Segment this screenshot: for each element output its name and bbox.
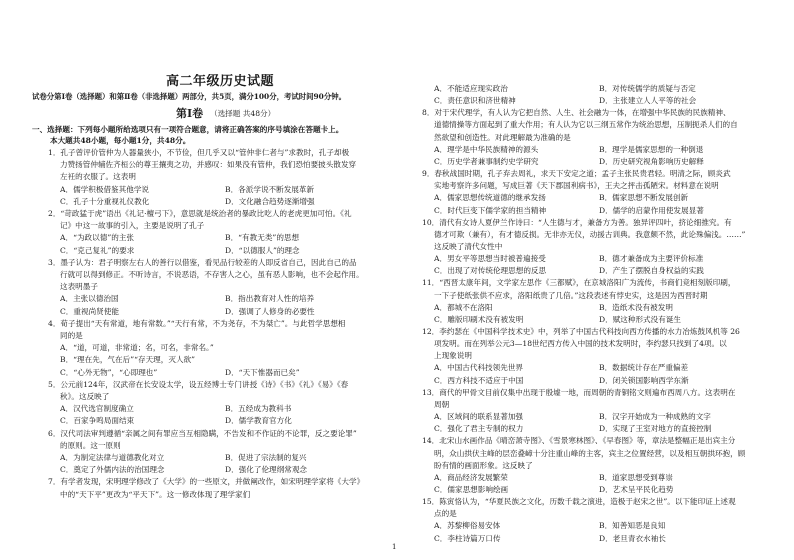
answer-option: A．汉代选官制度确立 — [60, 404, 134, 414]
question-text-line: 然欲望和创造性。对此理解最为准确的是 — [434, 132, 571, 142]
answer-option: B．对传统儒学的质疑与否定 — [599, 84, 696, 93]
answer-option: A．苏黎柳俗易安体 — [434, 521, 501, 531]
answer-option: D．儒学教育官方化 — [225, 416, 292, 426]
answer-option: A．理学是中华民族精神的源头 — [434, 144, 539, 154]
question-text-line: 这反映了清代女性中 — [434, 241, 503, 251]
answer-option: D．历史研究视角影响历史解释 — [599, 156, 704, 166]
answer-option: B．指出教育对人性的培养 — [225, 294, 315, 304]
answer-option: A．不能适应现实政治 — [434, 84, 508, 93]
answer-option: B．“理在先，气在后”“存天理，灭人欲” — [60, 355, 196, 365]
question-text-line: 的原则。这一原则 — [60, 440, 121, 450]
answer-option: B．“有教无类”的思想 — [225, 233, 300, 243]
question-stem: 8．对于宋代理学，有人认为它把自然、人生、社会融为一体，在增强中华民族的民族精神、 — [422, 108, 731, 118]
answer-option: A．区域间的联系显著加强 — [434, 412, 524, 422]
question-text-line: 盼有情的画面形象。这反映了 — [434, 460, 533, 470]
exam-intro: 试卷分第Ⅰ卷（选择题）和第Ⅱ卷（非选择题）两部分，共5页，满分100分，考试时间90分钟。 — [32, 92, 346, 101]
question-text-line: 行就可以得到修正。不听诗言，不说恶语，不存害人之心，虽有恶人影响，也不会起作用。 — [60, 270, 364, 279]
question-stem: 10．清代有女诗人夏伊兰作诗曰：“人生德与才，兼备方为善。独异评四叶，挤论细推究。有 — [422, 217, 732, 227]
question-stem: 5．公元前124年，汉武帝在长安设太学，设五经博士专门讲授《诗》《书》《礼》《易》《春 — [48, 379, 349, 389]
answer-option: B．德才兼备成为主要评价标准 — [599, 254, 704, 264]
answer-option: C．重视尚贤使能 — [60, 306, 119, 316]
question-text-line: 一下子使纸张供不应求，洛阳纸贵了几倍。”这段表述有悖史实，这是因为西晋时期 — [434, 290, 708, 300]
question-text-line: 力赞扬管仲辅佐齐桓公的尊王攘夷之功，并感叹：如果没有管仲，我们恐怕要披头散发穿 — [60, 160, 357, 170]
answer-option: A．男女平等思想当时被普遍接受 — [434, 254, 546, 264]
answer-option: D．“以德服人”的理念 — [225, 245, 300, 255]
answer-option: C．西方科技不适应于中国 — [434, 375, 524, 385]
answer-option: A．“为政以德”的主张 — [60, 233, 134, 243]
question-text-line: 上现象说明 — [434, 351, 472, 361]
answer-option: D．强调了人修身的必要性 — [225, 306, 315, 316]
exam-title: 高二年级历史试题 — [166, 74, 275, 89]
answer-option: C．李柱诗篇万口传 — [434, 533, 501, 543]
question-stem: 14．北宋山水画作品《晴峦萧寺图》、《雪景寒林图》、《早春图》等，章法是整幅正是出宾主分 — [422, 436, 736, 446]
question-stem: 7．有学者发现，宋明理学修改了《大学》的一些原文，并做阐改作，如宋明理学家将《大学》 — [48, 477, 365, 487]
answer-option: B．理学是儒家思想的一种倒退 — [599, 144, 704, 154]
question-text-line: 实地考察许多问题，写成巨著《天下郡国利病书》，王夫之抨击孤陋宋。材料意在说明 — [434, 181, 719, 191]
answer-option: A．商品经济发展繁荣 — [434, 472, 508, 482]
answer-option: B．数据统计存在严重偏差 — [599, 363, 689, 373]
answer-option: B．道家思想受到尊崇 — [599, 472, 673, 482]
question-text-line: 周朝 — [434, 399, 450, 409]
answer-option: A．为制定法律与道德教化对立 — [60, 453, 165, 462]
instruction-line-2: 本大题共48小题，每小题1分，共48分。 — [50, 136, 191, 145]
answer-option: C．历史学者兼事制约史学研究 — [434, 156, 539, 166]
answer-option: D．“天下惟器而已矣” — [225, 367, 300, 377]
answer-option: A．中国古代科技领先世界 — [434, 363, 524, 373]
answer-option: C．“心外无物”，“心即理也” — [60, 367, 158, 377]
answer-option: D．文化融合趋势逐渐增强 — [225, 196, 315, 206]
answer-option: A．儒家思想传统道德的继承发扬 — [434, 193, 546, 203]
question-stem: 12．李约瑟在《中国科学技术史》中，列举了中国古代科技向西方传播的水力冶炼鼓风机等 26 — [422, 327, 740, 336]
answer-option: C．孔子十分重视礼仪教化 — [60, 196, 150, 206]
answer-option: A．儒学积极借鉴其他学说 — [60, 184, 150, 194]
answer-option: B．各派学说不断发展革新 — [225, 184, 315, 194]
answer-option: D．闭关锁国影响西学东渐 — [599, 375, 689, 385]
question-stem: 1．孔子曾评价管仲为人器量狭小，不节俭，但几乎又以“管仲非仁者与”求教时，孔子却极 — [48, 148, 350, 157]
answer-option: D．强化了伦理纲常观念 — [225, 465, 308, 475]
answer-option: B．儒家思想不断发展创新 — [599, 193, 689, 203]
section-note: （选择题 共48分） — [210, 109, 276, 118]
answer-option: C．出现了对传统伦理思想的反思 — [434, 266, 547, 276]
answer-option: C．奠定了外儒内法的治国理念 — [60, 465, 165, 475]
answer-option: D．老旦青衣水袖长 — [599, 533, 666, 543]
question-stem: 11．“西晋太康年间，文学家左思作《三都赋》，在京城洛阳广为流传，书商们竞相刻版印刷， — [422, 278, 736, 288]
question-stem: 13．商代的甲骨文目前仅集中出现于殷墟一地，而周朝的青铜铭文则遍布西周八方。这表明在 — [422, 387, 736, 397]
answer-option: B．五经成为教科书 — [225, 404, 292, 414]
answer-option: B．知善知恶是良知 — [599, 521, 666, 531]
question-text-line: 明，众山拱伏主峰的层峦叠嶂十分注重山峰的主客，宾主之位置经营，以及相互朝拱环抱，顾 — [434, 448, 746, 458]
answer-option: D．实现了王室对地方的直接控制 — [599, 424, 712, 434]
answer-option: C．百家争鸣局面结束 — [60, 416, 135, 426]
answer-option: B．汉字开始成为一种成熟的文字 — [599, 412, 711, 422]
question-text-line: 同的是 — [60, 331, 83, 340]
question-text-line: 左衽的衣服了。这表明 — [60, 172, 136, 182]
answer-option: C．“克己复礼”的要求 — [60, 245, 135, 255]
answer-option: D．赋这种形式没有诞生 — [599, 314, 682, 324]
answer-option: C．责任意识和济世精神 — [434, 96, 516, 106]
question-stem: 3．墨子认为：君子明察左右人的善行以借鉴，看见品行较差的人即反省自己，因此自己的品 — [48, 257, 357, 267]
page-number: 1 — [392, 543, 397, 551]
answer-option: D．艺术呈平民化趋势 — [599, 484, 674, 494]
answer-option: A．主张以德治国 — [60, 294, 119, 304]
answer-option: D．产生了摆脱自身权益的实践 — [599, 266, 704, 276]
question-stem: 9．春秋战国时期，孔子弃去周礼，求天下安定之道；孟子主张民贵君轻。明清之际，顾炎武 — [422, 169, 731, 179]
question-stem: 15．陈寅恪认为，“华夏民族之文化，历数千载之演进，造极于赵宋之世”。以下能印证上述观 — [422, 497, 736, 507]
question-stem: 6．汉代司法审判遵循“亲属之间有罪应当互相隐瞒，不告发和不作证的不论罪，反之要论罪” — [48, 428, 357, 438]
answer-option: D．儒学的启蒙作用使发展显著 — [599, 205, 704, 215]
answer-option: C．时代巨变下儒学家的担当精神 — [434, 205, 547, 215]
answer-option: C．强化了君主专制的权力 — [434, 424, 524, 434]
section-title: 第Ⅰ卷 — [176, 107, 204, 120]
question-text-line: 道德情操等方面起到了重大作用；有人认为它以三纲五常作为统治思想，压制扼杀人们的自 — [434, 120, 738, 130]
question-text-line: 这表明墨子 — [60, 282, 98, 292]
question-stem: 2．“苛政猛于虎”语出《礼记·檀弓下》，意思就是统治者的暴政比吃人的老虎更加可怕。《礼 — [48, 209, 352, 218]
answer-option: B．造纸术没有被发明 — [599, 302, 673, 312]
answer-option: D．主张建立人人平等的社会 — [599, 96, 697, 106]
answer-option: A．“道，可道，非常道；名，可名，非常名。” — [60, 343, 214, 353]
question-stem: 4．荀子提出“天有常道，地有常数。”“天行有常，不为尧存，不为桀亡”。与此哲学思想相 — [48, 318, 346, 328]
answer-option: A．都城不在洛阳 — [434, 302, 493, 312]
question-text-line: 项发明。而在列举公元3—18世纪西方传入中国的技术发明时，李约瑟只找到了4项。以 — [434, 339, 727, 349]
answer-option: B．促进了宗法制的复兴 — [225, 453, 307, 462]
answer-option: C．雕版印刷术没有被发明 — [434, 314, 524, 324]
instruction-line-1: 一、选择题：下列每小题所给选项只有一项符合题意，请将正确答案的序号填涂在答题卡上。 — [32, 125, 344, 134]
question-text-line: 德才可欺（兼有），有才德反损。无非亦无仪，动援古训典。我意颇不然，此论殊偏浅。……” — [434, 229, 746, 239]
question-text-line: 点的是 — [434, 509, 457, 519]
question-text-line: 记》中这一故事的引入，主要是说明了孔子 — [60, 221, 205, 231]
question-text-line: 中的“天下平”更改为“平天下”。这一修改体现了理学家们 — [60, 489, 251, 499]
question-text-line: 秋》。这反映了 — [60, 392, 110, 401]
answer-option: C．儒家思想影响绘画 — [434, 484, 509, 494]
